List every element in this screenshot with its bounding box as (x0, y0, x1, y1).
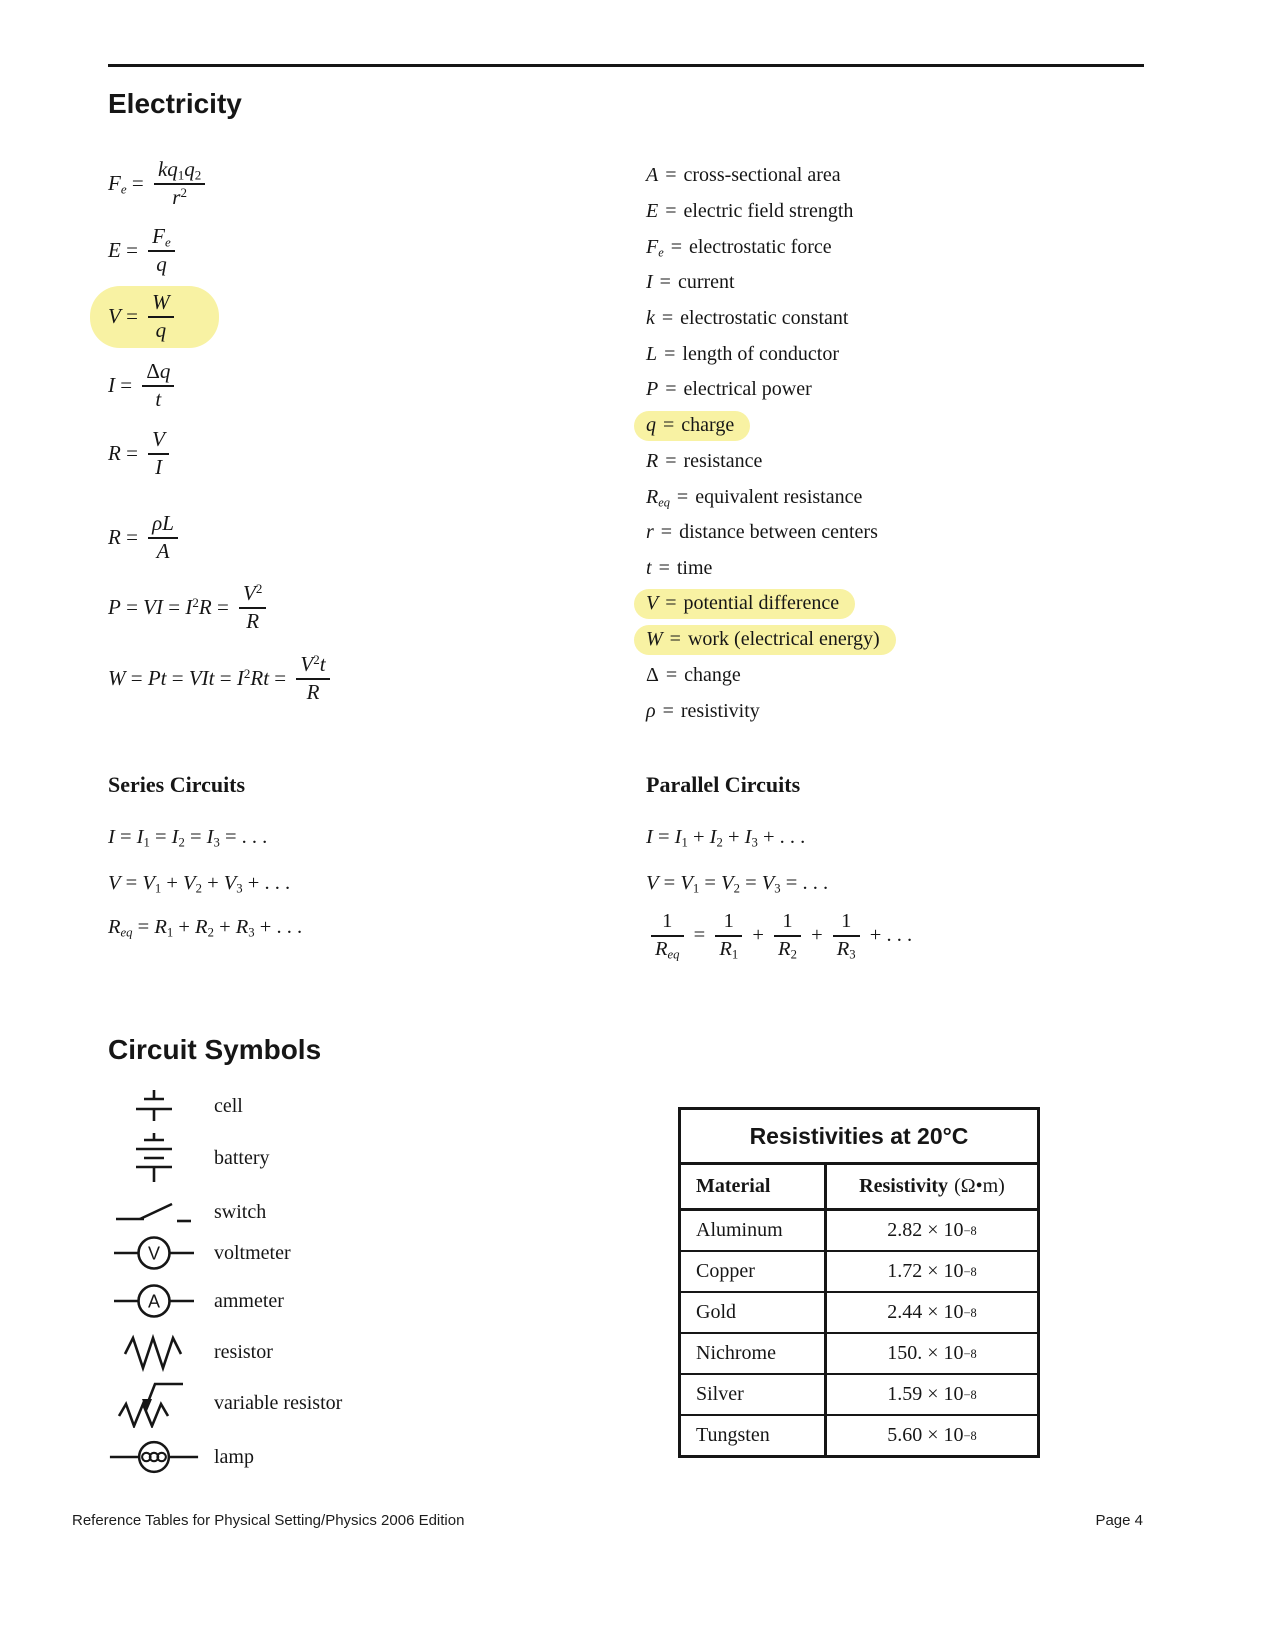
math-text: + (805, 923, 828, 946)
math-text: V = (108, 303, 144, 328)
resistor-icon (108, 1332, 200, 1372)
variable-definition: electrostatic force (689, 235, 832, 258)
variable-definition: potential difference (683, 592, 840, 615)
equals-sign: = (665, 200, 677, 223)
resistivity-value-cell: 1.59 × 10 −8 (887, 1383, 977, 1405)
formula-content (108, 582, 271, 632)
fraction: $\frac{W}{q}$ (148, 291, 174, 341)
variable-symbol: V (646, 592, 659, 615)
material-cell: Nichrome (681, 1334, 827, 1373)
resistivity-row-nichrome (681, 1334, 1037, 1375)
resistivities-table-header (681, 1165, 1037, 1211)
var-k (646, 301, 896, 337)
math-text: = (688, 923, 711, 946)
fraction: $\frac{1}{R_3}$ (833, 910, 860, 959)
parallel-line-2 (646, 902, 912, 968)
variable-entry (646, 307, 848, 330)
variable-entry (646, 521, 878, 544)
formula-content (108, 653, 335, 703)
variable-definition: current (677, 271, 735, 294)
circuit-symbols-heading: Circuit Symbols (108, 1034, 322, 1065)
series-circuits-heading: Series Circuits (108, 772, 246, 797)
variable-resistor-icon (108, 1378, 200, 1428)
variable-symbol: $F_e$ (646, 235, 664, 260)
variable-entry (634, 625, 896, 655)
math-text: E = (108, 237, 144, 262)
fraction: $\frac{V}{I}$ (148, 428, 169, 478)
fraction: $\frac{kq_1q_2}{r^2}$ (154, 158, 205, 208)
equals-sign: = (662, 699, 674, 722)
equals-sign: = (664, 342, 676, 365)
symbol-row-variable-resistor (108, 1380, 342, 1426)
fraction: $\frac{V^2t}{R}$ (296, 653, 329, 703)
variable-entry (646, 486, 862, 509)
fraction: $\frac{\Delta q}{t}$ (142, 360, 174, 410)
symbol-row-cell (108, 1082, 243, 1130)
var-r (646, 515, 896, 551)
resistivity-row-gold (681, 1293, 1037, 1334)
var-A (646, 158, 896, 194)
variable-symbol: r (646, 521, 654, 544)
var-rho (646, 693, 896, 729)
resistivity-row-copper (681, 1252, 1037, 1293)
variable-symbol: L (646, 342, 658, 365)
var-Req (646, 479, 896, 515)
material-cell: Gold (681, 1293, 827, 1332)
symbol-row-lamp (108, 1438, 254, 1476)
math-text: $V = V_1 = V_2 = V_3$ = . . . (646, 871, 829, 896)
math-text: I = (108, 372, 138, 397)
math-text: R = (108, 524, 144, 549)
variable-symbol: P (646, 378, 659, 401)
resistivity-value-cell: 2.44 × 10 −8 (887, 1301, 977, 1323)
resistivities-table-title: Resistivities at 20°C (681, 1110, 1037, 1165)
parallel-line-1 (646, 864, 828, 902)
symbol-row-switch (108, 1196, 266, 1228)
fraction: $\frac{1}{R_{eq}}$ (651, 910, 684, 959)
symbol-row-resistor (108, 1336, 273, 1368)
resistivities-table (678, 1107, 1040, 1458)
symbol-label: switch (214, 1200, 267, 1223)
voltmeter-icon (108, 1234, 200, 1272)
variable-symbol: k (646, 307, 655, 330)
symbol-label: voltmeter (214, 1241, 291, 1264)
resistivity-header-unit: (Ω•m) (954, 1175, 1005, 1197)
variable-entry (634, 411, 750, 441)
variable-entry (646, 200, 853, 223)
variable-symbol: $R_{eq}$ (646, 485, 670, 509)
formula-content (108, 158, 210, 208)
resistivity-value-cell: 5.60 × 10 −8 (887, 1424, 977, 1446)
resistivity-value-cell: 1.72 × 10 −8 (887, 1260, 977, 1282)
variable-entry (646, 236, 832, 259)
formula-electrical-energy (108, 643, 335, 713)
formula-content (108, 225, 180, 275)
series-line-2 (108, 908, 302, 946)
formula-content (90, 286, 219, 348)
fraction: $\frac{1}{R_1}$ (715, 910, 742, 959)
formula-resistance-resistivity (108, 502, 183, 572)
formula-electric-field-strength (108, 215, 180, 285)
variable-symbol: t (646, 556, 652, 579)
resistivity-row-tungsten (681, 1416, 1037, 1455)
fraction: $\frac{1}{R_2}$ (774, 910, 801, 959)
equals-sign: = (669, 627, 681, 650)
variable-symbol: q (646, 413, 656, 436)
var-R (646, 444, 896, 480)
variable-definition: length of conductor (682, 342, 840, 365)
var-I (646, 265, 896, 301)
page-title: Electricity (108, 88, 242, 119)
symbol-row-voltmeter (108, 1236, 291, 1270)
math-text: $R_{eq} = R_1 + R_2 + R_3$ + . . . (108, 915, 303, 940)
symbol-label: ammeter (214, 1289, 284, 1312)
resistivity-column-header (827, 1165, 1037, 1208)
math-text: P = VI = $I^2R$ = (108, 594, 235, 619)
battery-icon (108, 1132, 200, 1184)
material-cell: Tungsten (681, 1416, 827, 1455)
var-E (646, 194, 896, 230)
variable-definition: resistivity (680, 699, 760, 722)
var-q (646, 408, 896, 444)
symbol-row-battery (108, 1130, 270, 1186)
resistivity-header-label: Resistivity (859, 1175, 949, 1197)
variable-definition: time (676, 556, 713, 579)
symbol-label: cell (214, 1094, 243, 1117)
variable-symbol: A (646, 164, 659, 187)
material-cell: Aluminum (681, 1211, 827, 1250)
variable-definition: cross-sectional area (683, 164, 841, 187)
variable-symbol: ρ (646, 699, 656, 722)
resistivity-row-aluminum (681, 1211, 1037, 1252)
equals-sign: = (658, 556, 670, 579)
math-text: $I = I_1 + I_2 + I_3$ + . . . (646, 825, 806, 850)
symbol-row-ammeter (108, 1284, 284, 1318)
variable-entry (646, 343, 839, 366)
equals-sign: = (660, 521, 673, 544)
formula-current (108, 350, 179, 420)
ammeter-icon (108, 1282, 200, 1320)
variable-symbol: Δ (646, 663, 659, 686)
equals-sign: = (659, 271, 671, 294)
fraction: $\frac{V^2}{R}$ (239, 582, 266, 632)
equals-sign: = (665, 164, 677, 187)
variable-definition: electric field strength (683, 200, 854, 223)
variable-definition: charge (681, 413, 735, 436)
variable-definition: electrical power (683, 378, 812, 401)
formula-potential-difference (108, 282, 219, 352)
parallel-circuits-heading: Parallel Circuits (646, 772, 801, 797)
symbol-label: lamp (214, 1445, 254, 1468)
math-text: $V = V_1 + V_2 + V_3$ + . . . (108, 871, 291, 896)
equals-sign: = (665, 378, 677, 401)
lamp-icon (108, 1438, 200, 1476)
top-rule (108, 64, 1144, 67)
svg-text:A: A (147, 1291, 161, 1312)
math-text: R = (108, 440, 144, 465)
series-line-0 (108, 818, 267, 856)
parallel-line-0 (646, 818, 805, 856)
equals-sign: = (661, 307, 674, 330)
variable-definition: equivalent resistance (695, 485, 863, 508)
formula-electrostatic-force (108, 148, 210, 218)
variable-definition: distance between centers (679, 521, 878, 544)
equals-sign: = (665, 592, 677, 615)
equals-sign: = (670, 235, 682, 258)
symbol-label: battery (214, 1146, 270, 1169)
footer-page-number: Page 4 (1095, 1512, 1143, 1529)
fraction: $\frac{\rho L}{A}$ (148, 512, 178, 562)
variable-definition: electrostatic constant (680, 307, 849, 330)
math-text: + (747, 923, 770, 946)
variable-symbol: W (646, 627, 663, 650)
variable-symbol: R (646, 449, 659, 472)
var-delta (646, 658, 896, 694)
svg-text:V: V (147, 1243, 161, 1264)
variable-definition: change (684, 663, 741, 686)
variable-entry (646, 700, 760, 723)
material-column-header: Material (681, 1165, 827, 1208)
equals-sign: = (663, 413, 675, 436)
math-text: $I = I_1 = I_2 = I_3$ = . . . (108, 825, 268, 850)
variable-definition: work (electrical energy) (687, 627, 880, 650)
resistivity-row-silver (681, 1375, 1037, 1416)
switch-icon (108, 1198, 200, 1226)
resistivity-value-cell: 2.82 × 10 −8 (887, 1219, 977, 1241)
material-cell: Copper (681, 1252, 827, 1291)
var-W (646, 622, 896, 658)
equals-sign: = (665, 663, 678, 686)
resistivities-table-body (681, 1211, 1037, 1455)
symbol-label: variable resistor (214, 1391, 343, 1414)
cell-icon (108, 1089, 200, 1123)
formula-content (108, 360, 179, 410)
math-text: $F_e$ = (108, 170, 149, 197)
math-text: + . . . (864, 923, 913, 946)
var-Fe (646, 229, 896, 265)
resistivity-value-cell: 150. × 10 −8 (887, 1342, 977, 1364)
footer-document-title: Reference Tables for Physical Setting/Physics 2006 Edition (72, 1512, 465, 1529)
variable-entry (634, 589, 855, 619)
fraction: $\frac{F_e}{q}$ (148, 225, 175, 275)
formula-electrical-power (108, 572, 271, 642)
variable-entry (646, 271, 735, 294)
variable-entry (646, 557, 712, 580)
variable-symbol: E (646, 200, 659, 223)
var-L (646, 336, 896, 372)
variable-entry (646, 378, 812, 401)
variable-entry (646, 664, 741, 687)
variable-symbol: I (646, 271, 653, 294)
symbol-label: resistor (214, 1340, 273, 1363)
var-V (646, 586, 896, 622)
var-t (646, 551, 896, 587)
series-line-1 (108, 864, 290, 902)
variable-definitions-list (646, 158, 896, 729)
formula-content (108, 428, 174, 478)
var-P (646, 372, 896, 408)
variable-definition: resistance (683, 449, 763, 472)
equals-sign: = (676, 485, 689, 508)
formula-resistance (108, 418, 174, 488)
material-cell: Silver (681, 1375, 827, 1414)
equals-sign: = (665, 449, 677, 472)
formula-content (108, 512, 183, 562)
variable-entry (646, 450, 762, 473)
variable-entry (646, 164, 841, 187)
math-text: W = Pt = VIt = $I^2Rt$ = (108, 665, 292, 690)
